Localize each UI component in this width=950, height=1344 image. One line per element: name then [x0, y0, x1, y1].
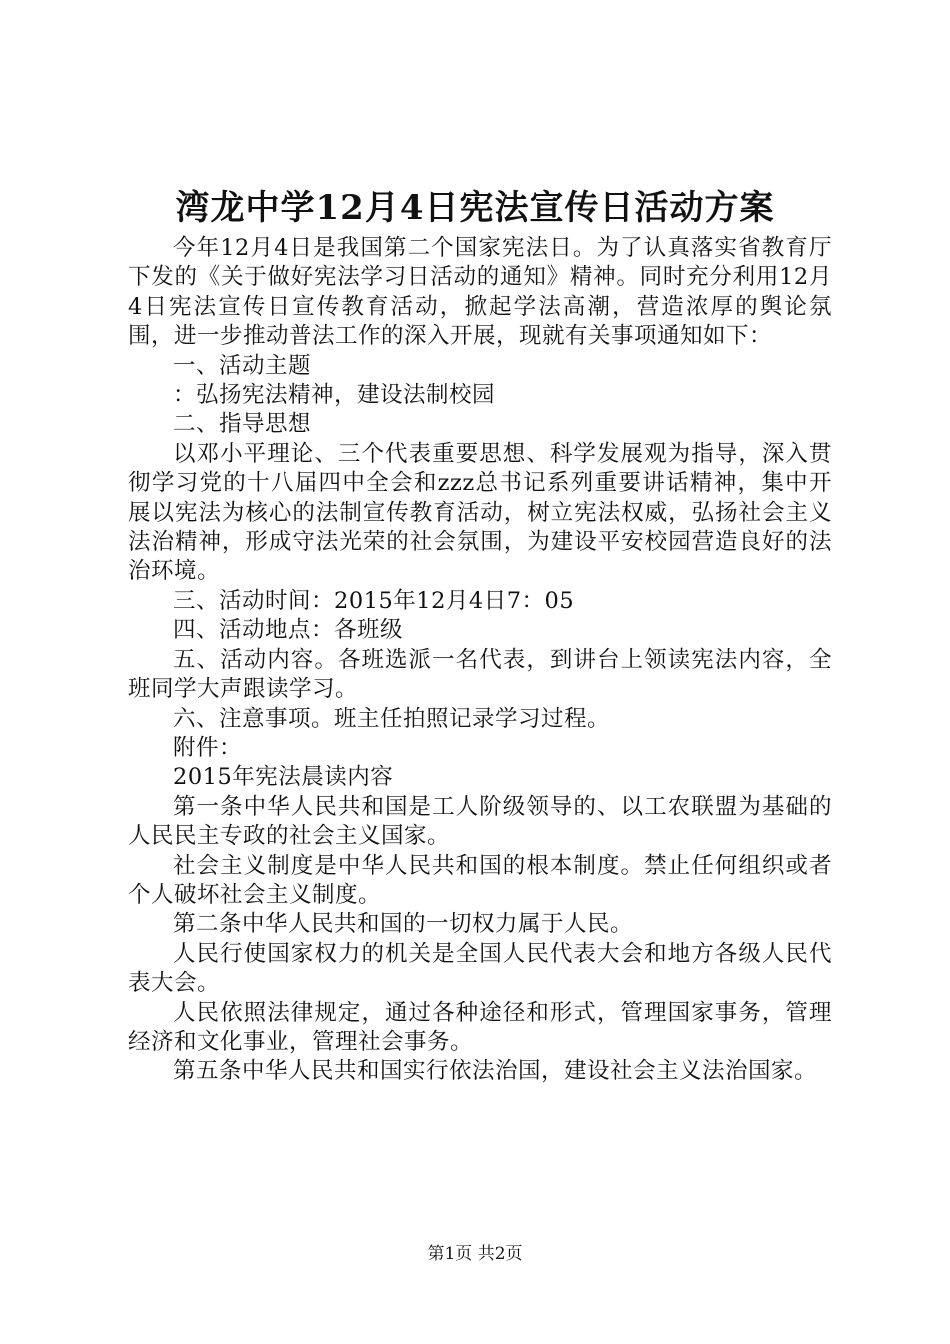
paragraph-activity-time: 三、活动时间：2015年12月4日7：05	[173, 587, 575, 614]
document-title: 湾龙中学12月4日宪法宣传日活动方案	[175, 188, 775, 228]
paragraph-ideology: 以邓小平理论、三个代表重要思想、科学发展观为指导，深入贯彻学习党的十八届四中全会和zzz总书记系列重要讲话精神，集中开展以宪法为核心的法制宣传教育活动，树立宪法权威，弘扬社会主义法治精神，形成守法光荣的社会氛围，为建设平安校园营造良好的法治环境。	[128, 440, 832, 585]
paragraph-notes: 六、注意事项。班主任拍照记录学习过程。	[173, 705, 611, 732]
paragraph-article-2-cont: 人民行使国家权力的机关是全国人民代表大会和地方各级人民代表大会。	[128, 940, 832, 997]
paragraph-intro: 今年12月4日是我国第二个国家宪法日。为了认真落实省教育厅下发的《关于做好宪法学习日活动的通知》精神。同时充分利用12月4日宪法宣传日宣传教育活动，掀起学法高潮，营造浓厚的舆论氛围，进一步推动普法工作的深入开展，现就有关事项通知如下：	[128, 235, 832, 350]
page-footer: 第1页 共2页	[427, 1244, 523, 1264]
paragraph-article-2-cont-2: 人民依照法律规定，通过各种途径和形式，管理国家事务，管理经济和文化事业，管理社会事务。	[128, 999, 832, 1055]
paragraph-article-2: 第二条中华人民共和国的一切权力属于人民。	[173, 911, 634, 938]
paragraph-article-1-cont: 社会主义制度是中华人民共和国的根本制度。禁止任何组织或者个人破坏社会主义制度。	[128, 852, 832, 908]
paragraph-activity-content: 五、活动内容。各班选派一名代表，到讲台上领读宪法内容，全班同学大声跟读学习。	[128, 646, 832, 703]
paragraph-attachment-title: 2015年宪法晨读内容	[173, 764, 394, 791]
paragraph-theme: ：弘扬宪法精神，建设法制校园	[173, 382, 496, 409]
paragraph-article-5: 第五条中华人民共和国实行依法治国，建设社会主义法治国家。	[173, 1058, 818, 1085]
paragraph-activity-location: 四、活动地点：各班级	[173, 617, 404, 644]
heading-activity-theme: 一、活动主题	[173, 352, 312, 379]
heading-guiding-ideology: 二、指导思想	[173, 411, 312, 438]
paragraph-attachment: 附件：	[173, 734, 243, 761]
paragraph-article-1: 第一条中华人民共和国是工人阶级领导的、以工农联盟为基础的人民民主专政的社会主义国家。	[128, 793, 832, 850]
document-body	[128, 234, 832, 1087]
